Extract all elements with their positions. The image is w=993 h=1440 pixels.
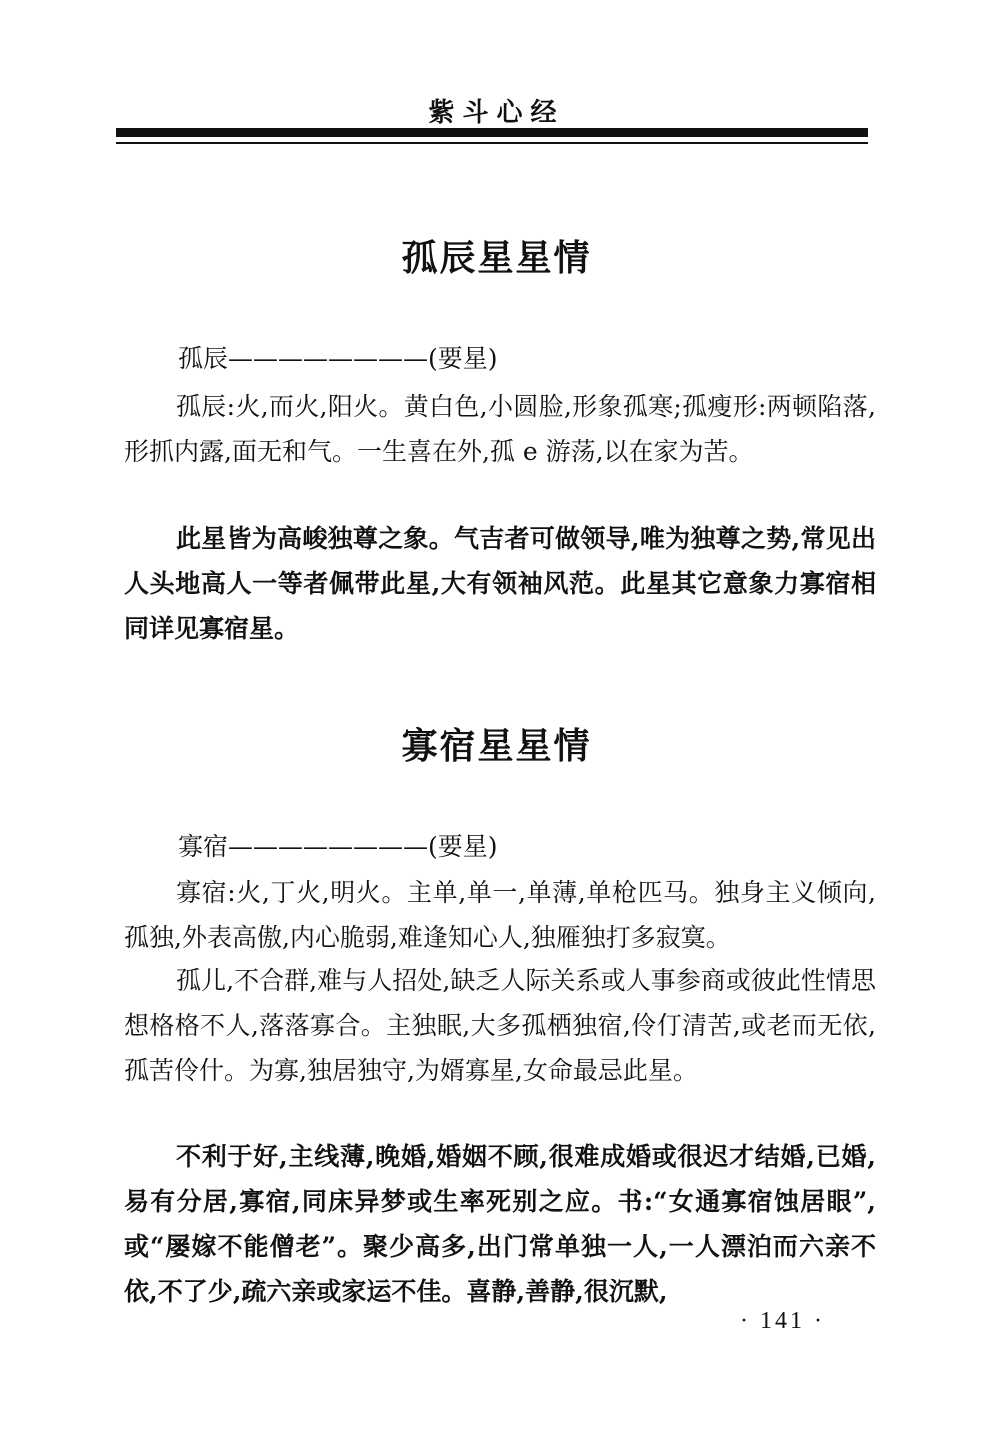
section-title-guchen: 孤辰星星情 [401, 238, 592, 279]
paragraph: 不利于好,主线薄,晚婚,婚姻不顾,很难成婚或很迟才结婚,已婚,易有分居,寡宿,同床异梦或生率死别之应。书:“女通寡宿蚀居眼”,或“屡嫁不能僧老”。聚少高多,出门常单独一人,一人漂泊而六亲不依,不了少,疏六亲或家运不佳。喜静,善静,很沉默, [124, 1142, 876, 1306]
page-number: · 141 · [740, 1308, 825, 1334]
header-rule-thin [116, 142, 868, 144]
section-title-guasu: 寡宿星星情 [401, 726, 592, 767]
star-line-guchen: 孤辰————————(要星) [178, 344, 498, 373]
star-line-guasu: 寡宿————————(要星) [178, 832, 498, 861]
paragraph: 孤辰:火,而火,阳火。黄白色,小圆脸,形象孤寒;孤瘦形:两顿陷落,形抓内露,面无和气。一生喜在外,孤 e 游荡,以在家为苦。 [124, 392, 876, 466]
paragraph: 寡宿:火,丁火,明火。主单,单一,单薄,单枪匹马。独身主义倾向,孤独,外表高傲,内心脆弱,难逢知心人,独雁独打多寂寞。 [124, 878, 876, 952]
paragraph: 此星皆为高峻独尊之象。气吉者可做领导,唯为独尊之势,常见出人头地高人一等者佩带此星,大有领袖风范。此星其它意象力寡宿相同详见寡宿星。 [124, 524, 876, 643]
running-header: 紫斗心经 [428, 98, 565, 128]
header-rule-thick [116, 128, 868, 137]
paragraph: 孤儿,不合群,难与人招处,缺乏人际关系或人事参商或彼此性情思想格格不人,落落寡合。主独眠,大多孤栖独宿,伶仃清苦,或老而无依,孤苦伶什。为寡,独居独守,为婿寡星,女命最忌此星。 [124, 966, 876, 1085]
